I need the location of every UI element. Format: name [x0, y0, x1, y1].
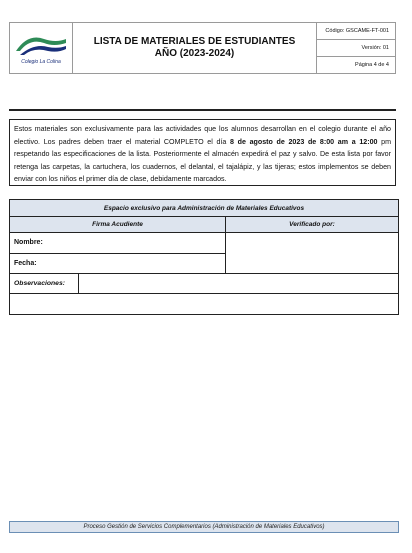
observations-extra-line[interactable]: [10, 294, 398, 314]
document-title: [73, 23, 317, 73]
signature-column-header: Firma Acudiente: [10, 217, 225, 232]
admin-band-title: Espacio exclusivo para Administración de Materiales Educativos: [10, 200, 398, 217]
observations-row: [10, 274, 398, 294]
date-field[interactable]: Fecha:: [14, 259, 37, 267]
notice-text-1: Estos materiales son exclusivamente para las actividades que los alumnos desarrollan en el colegio durante el año electivo. Los padres deben traer el material COMPLETO el día: [14, 125, 391, 146]
divider-rule: [9, 109, 396, 111]
document-code: Código: GSCAME-FT-001: [317, 23, 395, 40]
title-line-1: LISTA DE MATERIALES DE ESTUDIANTES: [93, 36, 296, 47]
document-footer: Proceso Gestión de Servicios Complementarios (Administración de Materiales Educativos): [9, 521, 399, 533]
document-meta: [317, 23, 395, 73]
notice-text-2: pm respetando las especificaciones de la lista. Posteriormente el almacén expedirá el paz y salvo. De esta lista por favor retenga las carpetas, la cartuchera, los cuadernos, el delantal, el tajalápiz, y las tijeras; estos implementos se deben enviar con los niños el primer día de clase, debidamente marcados.: [14, 137, 391, 183]
guardian-fields: [10, 233, 226, 273]
school-logo-icon: [14, 29, 68, 59]
name-field[interactable]: Nombre:: [10, 233, 225, 254]
verified-column-header: Verificado por:: [225, 217, 398, 232]
logo-cell: [10, 23, 73, 73]
document-version: Versión: 01: [317, 40, 395, 57]
observations-label: Observaciones:: [10, 274, 79, 293]
logo-text: Colegio La Colina: [21, 59, 61, 65]
title-line-2: AÑO (2023-2024): [154, 48, 235, 59]
observations-field[interactable]: [79, 274, 398, 293]
admin-column-headers: [10, 217, 398, 233]
admin-table: [9, 199, 399, 315]
notice-box: [9, 119, 396, 186]
signature-block: [10, 233, 398, 274]
verified-by-field[interactable]: [226, 233, 398, 273]
page-number: Página 4 de 4: [355, 62, 389, 68]
notice-date: 8 de agosto de 2023 de 8:00 am a 12:00: [230, 137, 378, 146]
document-header: [9, 22, 396, 74]
